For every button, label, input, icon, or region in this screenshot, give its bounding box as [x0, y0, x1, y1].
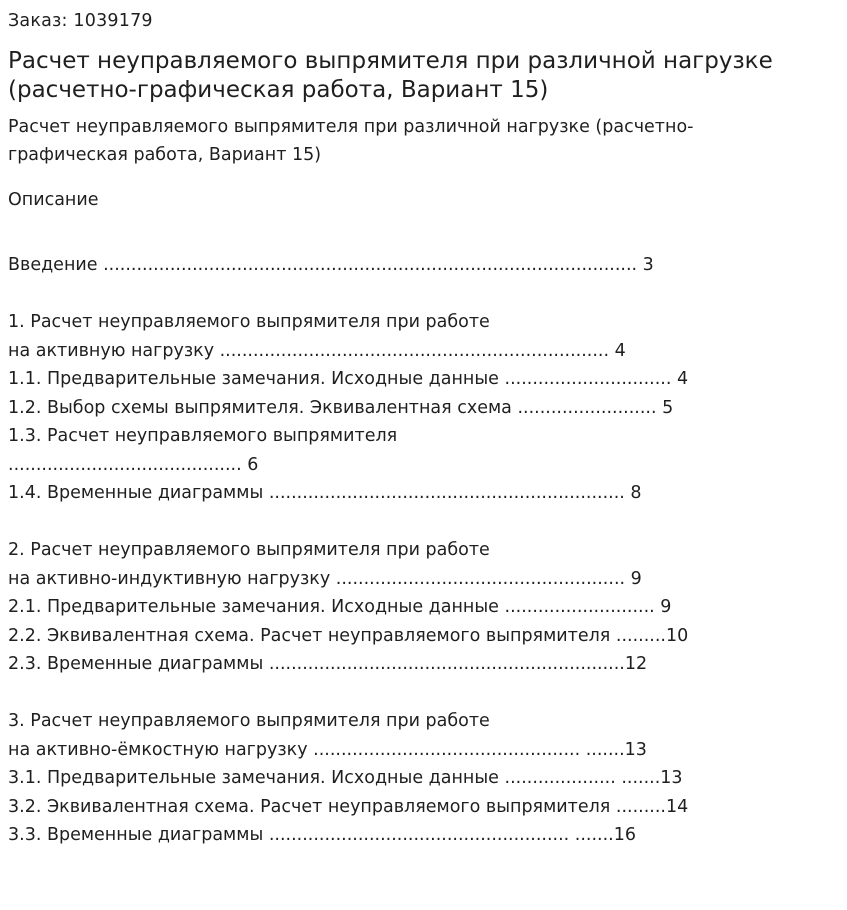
- toc-line: на активную нагрузку ...................................................................... 4: [8, 340, 626, 361]
- toc-spacer: [8, 508, 838, 537]
- description-heading: Описание: [8, 190, 99, 210]
- toc-line: 2. Расчет неуправляемого выпрямителя при работе: [8, 540, 490, 560]
- page-title-line-2: (расчетно-графическая работа, Вариант 15): [8, 77, 549, 103]
- toc-line: 1.3. Расчет неуправляемого выпрямителя: [8, 426, 398, 446]
- order-number: Заказ: 1039179: [8, 11, 153, 31]
- toc-line: 2.2. Эквивалентная схема. Расчет неуправляемого выпрямителя .........10: [8, 625, 689, 646]
- toc-line: 2.3. Временные диаграммы ................................................................12: [8, 654, 648, 674]
- toc-line: 1.4. Временные диаграммы ................................................................ 8: [8, 483, 642, 503]
- toc-line: 3.3. Временные диаграммы ...................................................... .......16: [8, 825, 637, 845]
- toc-line: на активно-индуктивную нагрузку .................................................... 9: [8, 568, 642, 589]
- page-subtitle-line-1: Расчет неуправляемого выпрямителя при различной нагрузке (расчетно-: [8, 117, 694, 137]
- toc-line: 1.1. Предварительные замечания. Исходные данные .............................. 4: [8, 369, 689, 389]
- page-subtitle: [8, 113, 838, 169]
- document-page: [8, 0, 838, 850]
- toc-line: 3. Расчет неуправляемого выпрямителя при работе: [8, 711, 490, 731]
- toc-line: .......................................... 6: [8, 454, 259, 475]
- toc-line: 3.2. Эквивалентная схема. Расчет неуправляемого выпрямителя .........14: [8, 796, 689, 817]
- toc-line: 1. Расчет неуправляемого выпрямителя при работе: [8, 312, 490, 332]
- page-title-line-1: Расчет неуправляемого выпрямителя при различной нагрузке: [8, 48, 773, 74]
- page-title: [8, 47, 838, 105]
- toc-spacer: [8, 280, 838, 309]
- toc-line: 1.2. Выбор схемы выпрямителя. Эквивалентная схема ......................... 5: [8, 397, 674, 418]
- toc-line: на активно-ёмкостную нагрузку ................................................ .......13: [8, 739, 647, 760]
- toc-line: 3.1. Предварительные замечания. Исходные данные .................... .......13: [8, 768, 683, 788]
- toc-line: 2.1. Предварительные замечания. Исходные данные ........................... 9: [8, 597, 672, 617]
- toc-spacer: [8, 679, 838, 708]
- page-subtitle-line-2: графическая работа, Вариант 15): [8, 145, 322, 165]
- table-of-contents: [8, 251, 838, 850]
- toc-line: Введение ................................................................................................ 3: [8, 255, 654, 275]
